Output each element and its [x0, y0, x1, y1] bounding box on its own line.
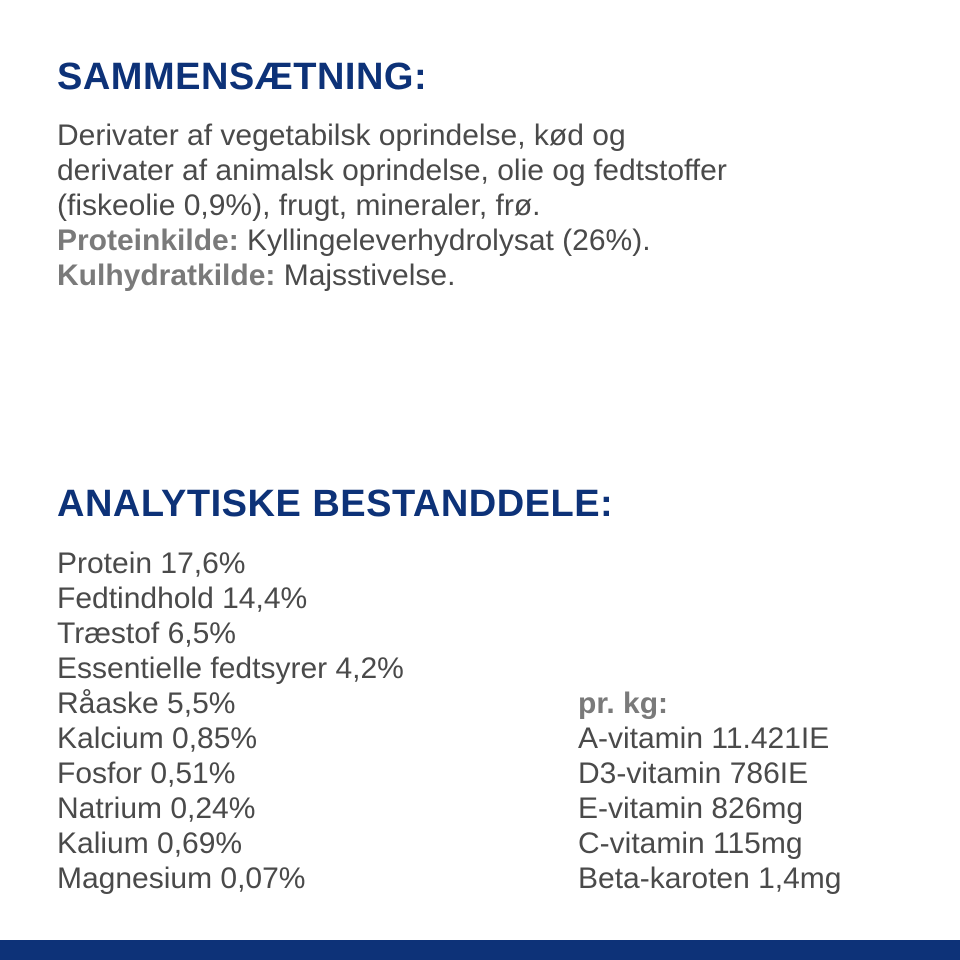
analysis-item: Fosfor 0,51% — [57, 757, 236, 790]
analysis-item: Essentielle fedtsyrer 4,2% — [57, 652, 404, 685]
carb-source-label: Kulhydratkilde: — [57, 259, 276, 292]
analysis-item: Magnesium 0,07% — [57, 862, 306, 895]
vitamins-list — [578, 686, 841, 896]
analysis-item: Protein 17,6% — [57, 547, 246, 580]
carb-source-value: Majsstivelse. — [275, 259, 456, 292]
vitamin-item: C-vitamin 115mg — [578, 827, 803, 860]
vitamin-item: Beta-karoten 1,4mg — [578, 862, 842, 895]
vitamin-item: A-vitamin 11.421IE — [578, 722, 830, 755]
analysis-list — [57, 546, 404, 896]
carb-source — [57, 258, 937, 293]
analysis-item: Kalium 0,69% — [57, 827, 243, 860]
analysis-item: Natrium 0,24% — [57, 792, 256, 825]
per-kg-label: pr. kg: — [578, 687, 669, 720]
analysis-item: Kalcium 0,85% — [57, 722, 258, 755]
composition-heading: SAMMENSÆTNING: — [57, 56, 428, 98]
vitamin-item: D3-vitamin 786IE — [578, 757, 809, 790]
protein-source-label: Proteinkilde: — [57, 224, 239, 257]
analysis-item: Fedtindhold 14,4% — [57, 582, 308, 615]
analysis-item: Træstof 6,5% — [57, 617, 236, 650]
ingredients-line: (fiskeolie 0,9%), frugt, mineraler, frø. — [57, 189, 541, 222]
ingredients-line: Derivater af vegetabilsk oprindelse, kød og — [57, 119, 626, 152]
analytical-heading: ANALYTISKE BESTANDDELE: — [57, 483, 614, 525]
protein-source-value: Kyllingeleverhydrolysat (26%). — [238, 224, 651, 257]
analysis-item: Råaske 5,5% — [57, 687, 236, 720]
vitamin-item: E-vitamin 826mg — [578, 792, 804, 825]
bottom-brand-bar — [0, 940, 960, 960]
protein-source — [57, 223, 937, 258]
composition-text — [57, 118, 937, 293]
ingredients-line: derivater af animalsk oprindelse, olie og fedtstoffer — [57, 154, 727, 187]
